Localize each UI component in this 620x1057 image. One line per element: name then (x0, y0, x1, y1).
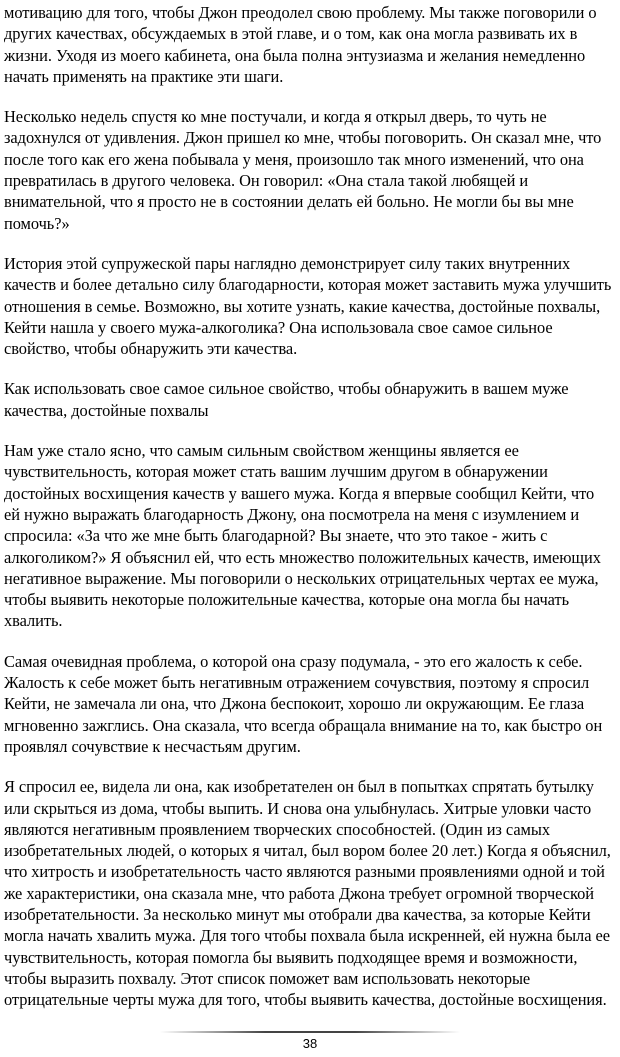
paragraph-1: мотивацию для того, чтобы Джон преодолел свою проблему. Мы также поговорили о других качествах, обсуждаемых в этой главе, и о том, как она могла развивать их в жизни. Уходя из моего кабинета, она была полна энтузиазма и желания немедленно начать применять на практике эти шаги. (4, 3, 597, 86)
paragraph-5: Самая очевидная проблема, о которой она сразу подумала, - это его жалость к себе. Жалость к себе может быть негативным отражением сочувствия, поэтому я спросил Кейти, не замечала ли она, что Джона беспокоит, хорошо ли окружающим. Ее глаза мгновенно зажглись. Она сказала, что всегда обращала внимание на то, как быстро он проявлял сочувствие к несчастьям другим. (4, 651, 603, 756)
section-heading: Как использовать свое самое сильное свойство, чтобы обнаружить в вашем муже качества, достойные похвалы (4, 379, 569, 420)
paragraph-6: Я спросил ее, видела ли она, как изобретателен он был в попытках спрятать бутылку или скрыться из дома, чтобы выпить. И снова она улыбнулась. Хитрые уловки часто являются негативным проявлением творческих способностей. (Один из самых изобретательных людей, о которых я читал, был вором более 20 лет.) Когда я объяснил, что хитрость и изобретательность часто являются разными проявлениями одной и той же характеристики, она сказала мне, что работа Джона требует огромной творческой изобретательности. За несколько минут мы отобрали два качества, за которые Кейти могла начать хвалить мужа. Для того чтобы похвала была искренней, ей нужна была ее чувствительность, которая помогла бы выявить подходящее время и возможности, чтобы выразить похвалу. Этот список поможет вам использовать некоторые отрицательные черты мужа для того, чтобы выявить качества, достойные восхищения. (4, 777, 611, 1010)
page-number: 38 (302, 1036, 318, 1051)
paragraph-3: История этой супружеской пары наглядно демонстрирует силу таких внутренних качеств и более детально силу благодарности, которая может заставить мужа улучшить отношения в семье. Возможно, вы хотите узнать, какие качества, достойные похвалы, Кейти нашла у своего мужа-алкоголика? Она использовала свое самое сильное свойство, чтобы обнаружить эти качества. (4, 253, 612, 359)
paragraph-4: Нам уже стало ясно, что самым сильным свойством женщины является ее чувствительность, которая может стать вашим лучшим другом в обнаружении достойных восхищения качеств у вашего мужа. Когда я впервые сообщил Кейти, что ей нужно выражать благодарность Джону, она посмотрела на меня с изумлением и спросила: «За что же мне быть благодарной? Вы знаете, что это такое - жить с алкоголиком?» Я объяснил ей, что есть множество положительных качеств, имеющих негативное выражение. Мы поговорили о нескольких отрицательных чертах ее мужа, чтобы выявить некоторые положительные качества, которые она могла бы начать хвалить. (4, 441, 601, 631)
footer-divider (160, 1031, 460, 1033)
paragraph-2: Несколько недель спустя ко мне постучали, и когда я открыл дверь, то чуть не задохнулся от удивления. Джон пришел ко мне, чтобы поговорить. Он сказал мне, что после того как его жена побывала у меня, произошло так много изменений, что она превратилась в другого человека. Он говорил: «Она стала такой любящей и внимательной, что я просто не в состоянии делать ей больно. Не могли бы вы мне помочь?» (4, 107, 602, 233)
